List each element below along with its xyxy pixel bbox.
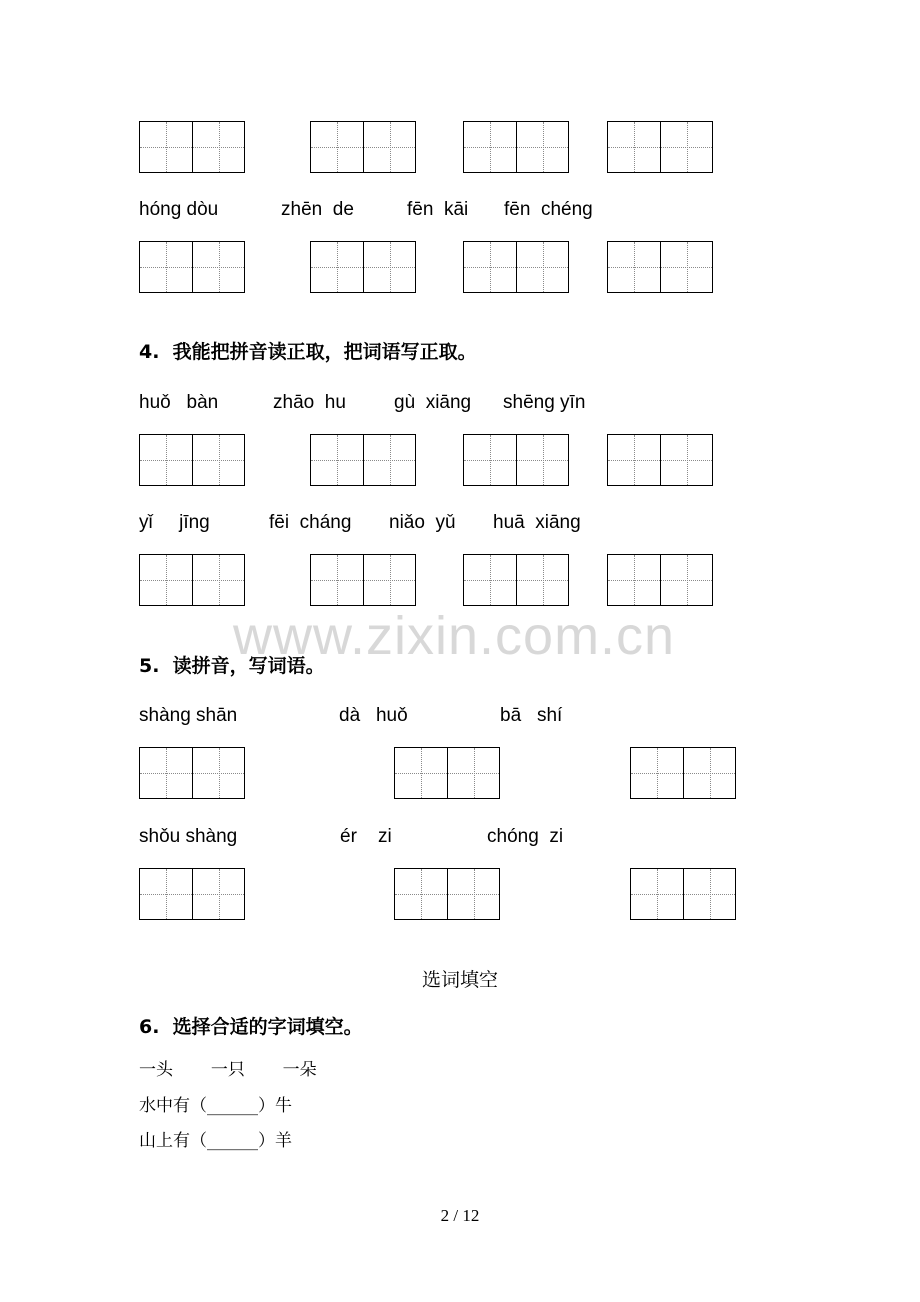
writing-grid-box[interactable] — [463, 554, 569, 606]
writing-grid-box[interactable] — [139, 868, 245, 920]
writing-grid-box[interactable] — [310, 554, 416, 606]
writing-grid-box[interactable] — [310, 121, 416, 173]
pinyin-label: gù xiāng — [394, 392, 472, 413]
watermark: www.zixin.com.cn — [233, 606, 676, 666]
writing-grid-box[interactable] — [139, 554, 245, 606]
writing-grid-box[interactable] — [607, 554, 713, 606]
writing-grid-box[interactable] — [139, 434, 245, 486]
writing-grid-box[interactable] — [310, 241, 416, 293]
question-6-heading: 6. 选择合适的字词填空。 — [139, 1016, 363, 1038]
fill-blank-line-1[interactable]: 水中有（______）牛 — [139, 1096, 292, 1116]
pinyin-label: niǎo yǔ — [389, 512, 456, 533]
question-5-heading: 5. 读拼音，写词语。 — [139, 655, 325, 677]
writing-grid-box[interactable] — [394, 868, 500, 920]
writing-grid-box[interactable] — [139, 747, 245, 799]
writing-grid-box[interactable] — [630, 868, 736, 920]
pinyin-label: zhēn de — [281, 199, 354, 220]
pinyin-label: huā xiāng — [493, 512, 581, 533]
pinyin-label: fēn kāi — [407, 199, 469, 220]
writing-grid-box[interactable] — [630, 747, 736, 799]
writing-grid-box[interactable] — [607, 121, 713, 173]
pinyin-label: fēi cháng — [269, 512, 352, 533]
pinyin-label: shǒu shàng — [139, 826, 238, 847]
question-4-heading: 4. 我能把拼音读正取，把词语写正取。 — [139, 341, 477, 363]
fill-blank-line-2[interactable]: 山上有（______）羊 — [139, 1131, 292, 1151]
pinyin-label: zhāo hu — [273, 392, 346, 413]
writing-grid-box[interactable] — [394, 747, 500, 799]
section-title: 选词填空 — [421, 969, 498, 991]
word-options: 一头 一只 一朵 — [139, 1060, 317, 1080]
writing-grid-box[interactable] — [139, 241, 245, 293]
pinyin-label: shàng shān — [139, 705, 238, 726]
pinyin-label: chóng zi — [487, 826, 564, 847]
pinyin-label: shēng yīn — [503, 392, 586, 413]
writing-grid-box[interactable] — [463, 434, 569, 486]
writing-grid-box[interactable] — [607, 241, 713, 293]
pinyin-label: huǒ bàn — [139, 392, 219, 413]
pinyin-label: ér zi — [340, 826, 392, 847]
writing-grid-box[interactable] — [310, 434, 416, 486]
writing-grid-box[interactable] — [139, 121, 245, 173]
pinyin-label: yǐ jīng — [139, 512, 210, 533]
pinyin-label: fēn chéng — [504, 199, 593, 220]
writing-grid-box[interactable] — [463, 121, 569, 173]
page-number: 2 / 12 — [440, 1206, 480, 1225]
pinyin-label: dà huǒ — [339, 705, 408, 726]
pinyin-label: bā shí — [500, 705, 563, 726]
pinyin-label: hóng dòu — [139, 199, 219, 220]
writing-grid-box[interactable] — [463, 241, 569, 293]
writing-grid-box[interactable] — [607, 434, 713, 486]
